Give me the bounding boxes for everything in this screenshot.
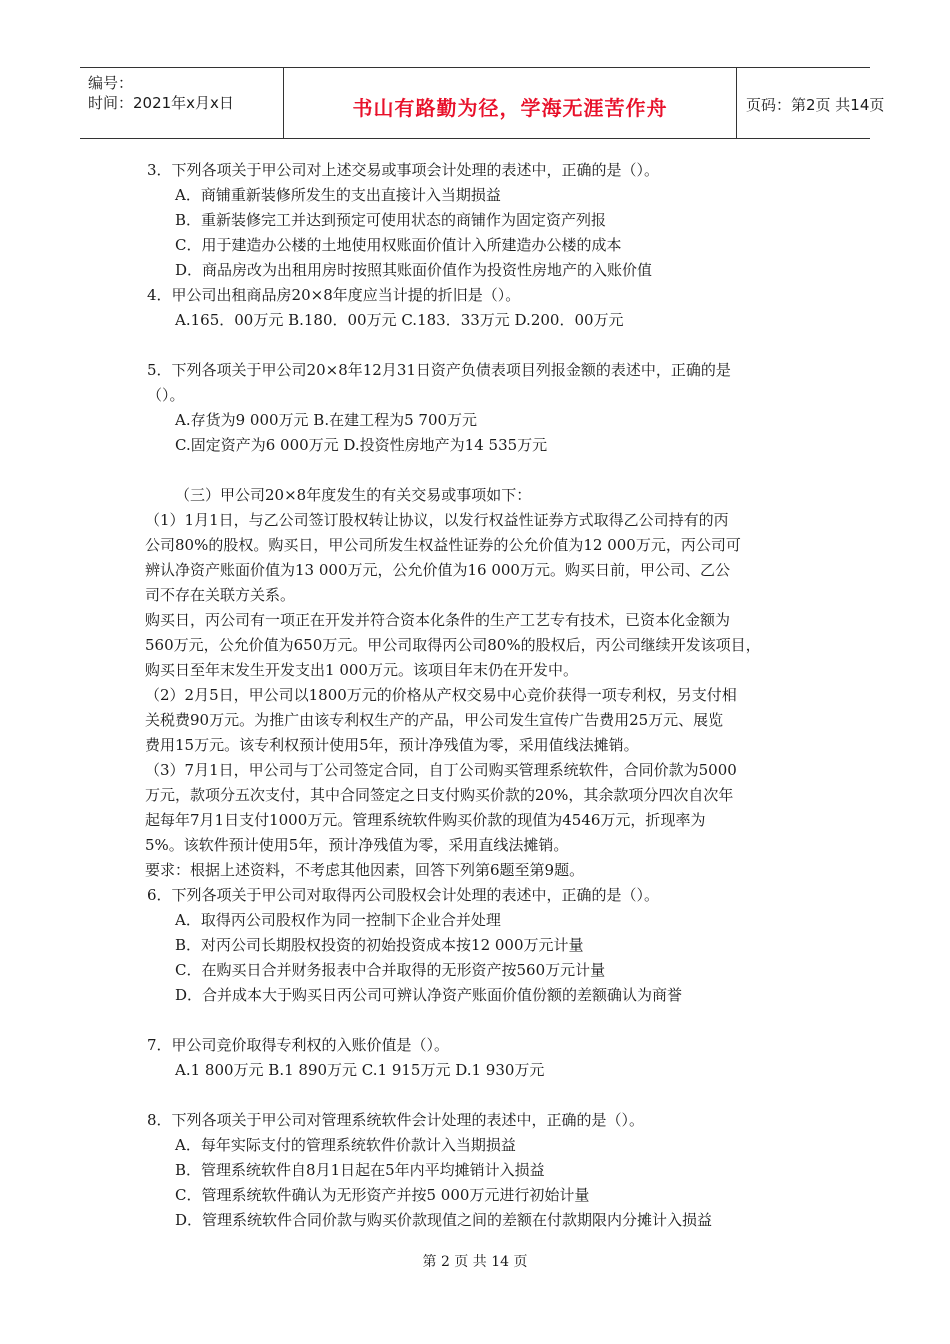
page-header — [80, 67, 885, 139]
case-text-line: 辨认净资产账面价值为13 000万元，公允价值为16 000万元。购买日前，甲公司、乙公 — [145, 561, 730, 579]
section-heading: （三）甲公司20×8年度发生的有关交易或事项如下： — [175, 486, 532, 504]
case-text-line: （2）2月5日，甲公司以1800万元的价格从产权交易中心竞价获得一项专利权，另支付相 — [145, 686, 737, 704]
case-text-line: 万元，款项分五次支付，其中合同签定之日支付购买价款的20%，其余款项分四次自次年 — [145, 786, 734, 804]
question-6-option-a: A．取得丙公司股权作为同一控制下企业合并处理 — [175, 911, 501, 929]
case-text-line: 关税费90万元。为推广由该专利权生产的产品，甲公司发生宣传广告费用25万元、展览 — [145, 711, 724, 729]
question-6-stem: 6．下列各项关于甲公司对取得丙公司股权会计处理的表述中，正确的是（）。 — [147, 886, 660, 904]
header-center-cell — [283, 68, 737, 138]
question-8-stem: 8．下列各项关于甲公司对管理系统软件会计处理的表述中，正确的是（）。 — [147, 1111, 645, 1129]
case-text-line: 5%。该软件预计使用5年，预计净残值为零，采用直线法摊销。 — [145, 836, 569, 854]
question-7-stem: 7．甲公司竞价取得专利权的入账价值是（）。 — [147, 1036, 450, 1054]
question-6-option-b: B．对丙公司长期股权投资的初始投资成本按12 000万元计量 — [175, 936, 584, 954]
header-motto: 书山有路勤为径，学海无涯苦作舟 — [352, 96, 668, 120]
question-7-options: A.1 800万元 B.1 890万元 C.1 915万元 D.1 930万元 — [175, 1061, 545, 1079]
case-text-line: 560万元，公允价值为650万元。甲公司取得丙公司80%的股权后，丙公司继续开发该项目， — [145, 636, 761, 654]
header-date: 时间：2021年x月x日 — [88, 94, 234, 112]
question-4-stem: 4．甲公司出租商品房20×8年度应当计提的折旧是（）。 — [147, 286, 521, 304]
question-3-option-b: B．重新装修完工并达到预定可使用状态的商铺作为固定资产列报 — [175, 211, 607, 229]
header-left-cell — [80, 68, 280, 138]
requirement-text: 要求：根据上述资料，不考虑其他因素，回答下列第6题至第9题。 — [145, 861, 585, 879]
case-text-line: 购买日至年末发生开发支出1 000万元。该项目年末仍在开发中。 — [145, 661, 578, 679]
header-right-cell — [738, 68, 885, 138]
question-3-option-a: A．商铺重新装修所发生的支出直接计入当期损益 — [175, 186, 501, 204]
question-5-options-cd: C.固定资产为6 000万元 D.投资性房地产为14 535万元 — [175, 436, 548, 454]
case-text-line: （3）7月1日，甲公司与丁公司签定合同，自丁公司购买管理系统软件，合同价款为5000 — [145, 761, 737, 779]
question-4-options: A.165．00万元 B.180．00万元 C.183．33万元 D.200．00万元 — [175, 311, 624, 329]
question-3-option-c: C．用于建造办公楼的土地使用权账面价值计入所建造办公楼的成本 — [175, 236, 622, 254]
page-footer: 第 2 页 共 14 页 — [422, 1254, 528, 1270]
serial-number: 编号： — [88, 74, 134, 92]
question-8-option-d: D．管理系统软件合同价款与购买价款现值之间的差额在付款期限内分摊计入损益 — [175, 1211, 713, 1229]
question-5-options-ab: A.存货为9 000万元 B.在建工程为5 700万元 — [175, 411, 478, 429]
question-3-stem: 3．下列各项关于甲公司对上述交易或事项会计处理的表述中，正确的是（）。 — [147, 161, 660, 179]
case-text-line: 司不存在关联方关系。 — [145, 586, 296, 604]
question-3-option-d: D．商品房改为出租用房时按照其账面价值作为投资性房地产的入账价值 — [175, 261, 653, 279]
question-8-option-c: C．管理系统软件确认为无形资产并按5 000万元进行初始计量 — [175, 1186, 590, 1204]
case-text-line: （1）1月1日，与乙公司签订股权转让协议，以发行权益性证券方式取得乙公司持有的丙 — [145, 511, 729, 529]
case-text-line: 购买日，丙公司有一项正在开发并符合资本化条件的生产工艺专有技术，已资本化金额为 — [145, 611, 731, 629]
question-8-option-a: A．每年实际支付的管理系统软件价款计入当期损益 — [175, 1136, 516, 1154]
header-page-number: 页码：第2页 共14页 — [746, 96, 885, 114]
question-8-option-b: B．管理系统软件自8月1日起在5年内平均摊销计入损益 — [175, 1161, 545, 1179]
question-5-stem: 5．下列各项关于甲公司20×8年12月31日资产负债表项目列报金额的表述中，正确的是 — [147, 361, 731, 379]
case-text-line: 起每年7月1日支付1000万元。管理系统软件购买价款的现值为4546万元，折现率为 — [145, 811, 706, 829]
question-5-stem-cont: （）。 — [147, 386, 185, 404]
question-6-option-c: C．在购买日合并财务报表中合并取得的无形资产按560万元计量 — [175, 961, 606, 979]
case-text-line: 公司80%的股权。购买日，甲公司所发生权益性证券的公允价值为12 000万元，丙公司可 — [145, 536, 741, 554]
question-6-option-d: D．合并成本大于购买日丙公司可辨认净资产账面价值份额的差额确认为商誉 — [175, 986, 683, 1004]
case-text-line: 费用15万元。该专利权预计使用5年，预计净残值为零，采用值线法摊销。 — [145, 736, 639, 754]
